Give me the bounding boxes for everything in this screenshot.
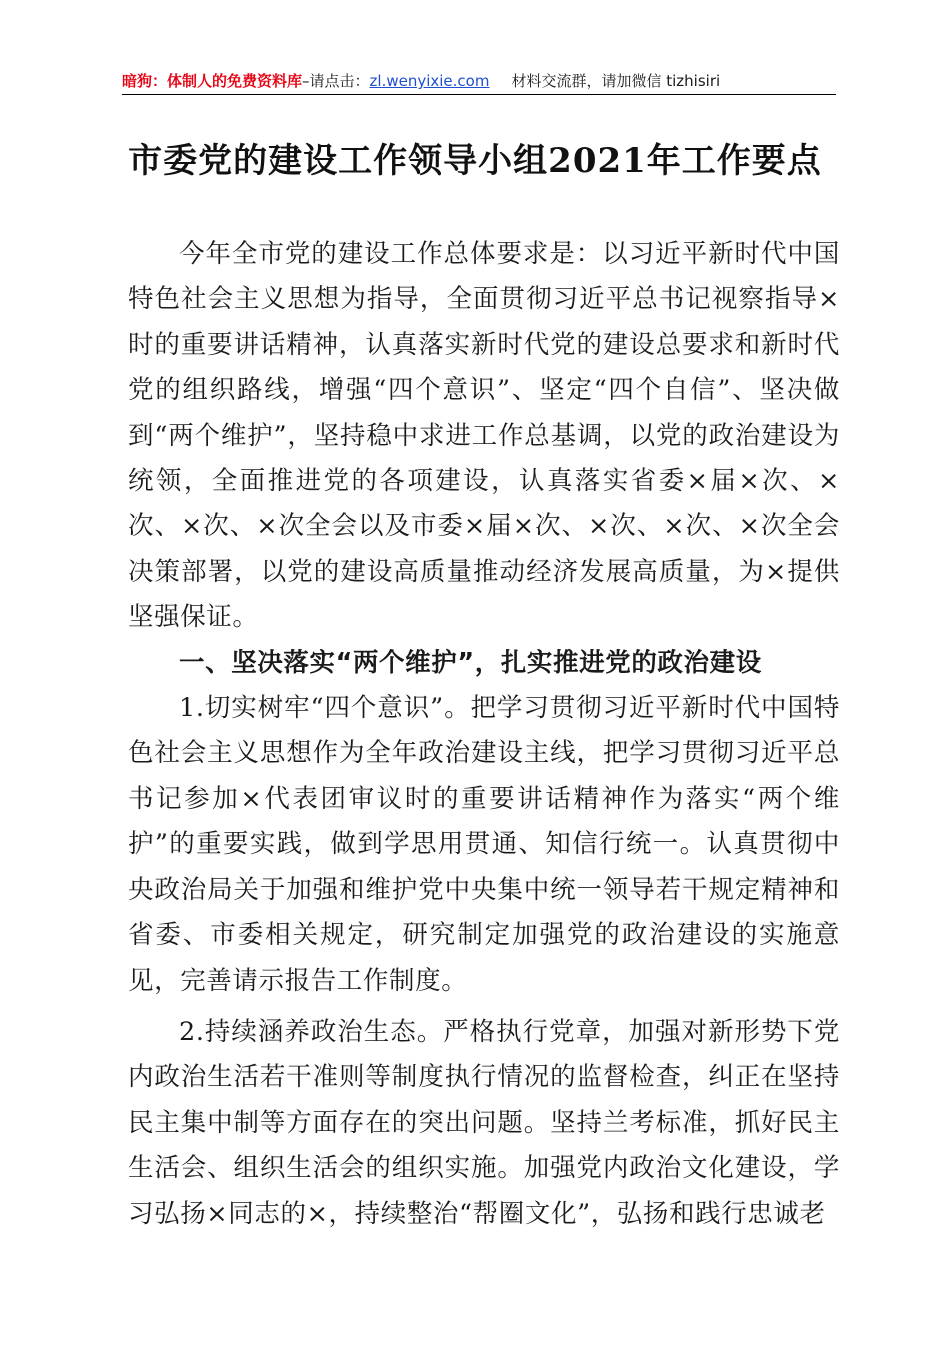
item-paragraph-1: 1.切实树牢“四个意识”。把学习贯彻习近平新时代中国特色社会主义思想作为全年政治建设主线，把学习贯彻习近平总书记参加×代表团审议时的重要讲话精神作为落实“两个维护”的重要实践，做到学思用贯通、知信行统一。认真贯彻中央政治局关于加强和维护党中央集中统一领导若干规定精神和省委、市委相关规定，研究制定加强党的政治建设的实施意见，完善请示报告工作制度。	[128, 693, 840, 996]
header-brand: 暗狗：体制人的免费资料库	[122, 72, 303, 90]
page-header	[122, 70, 836, 95]
header-contact: 材料交流群，请加微信 tizhisiri	[511, 72, 721, 90]
document-title: 市委党的建设工作领导小组2021年工作要点	[128, 141, 822, 181]
header-link[interactable]: zl.wenyixie.com	[369, 72, 490, 90]
document-body	[128, 232, 840, 1237]
item-paragraph-2: 2.持续涵养政治生态。严格执行党章，加强对新形势下党内政治生活若干准则等制度执行情况的监督检查，纠正在坚持民主集中制等方面存在的突出问题。坚持兰考标准，抓好民主生活会、组织生活会的组织实施。加强党内政治文化建设，学习弘扬×同志的×，持续整治“帮圈文化”，弘扬和践行忠诚老	[128, 1016, 840, 1229]
section-heading: 一、坚决落实“两个维护”，扎实推进党的政治建设	[179, 647, 762, 678]
intro-paragraph: 今年全市党的建设工作总体要求是：以习近平新时代中国特色社会主义思想为指导，全面贯彻习近平总书记视察指导×时的重要讲话精神，认真落实新时代党的建设总要求和新时代党的组织路线，增强“四个意识”、坚定“四个自信”、坚决做到“两个维护”，坚持稳中求进工作总基调，以党的政治建设为统领，全面推进党的各项建设，认真落实省委×届×次、×次、×次、×次全会以及市委×届×次、×次、×次、×次全会决策部署，以党的建设高质量推动经济发展高质量，为×提供坚强保证。	[128, 239, 840, 633]
header-prompt: –请点击：	[302, 72, 370, 90]
